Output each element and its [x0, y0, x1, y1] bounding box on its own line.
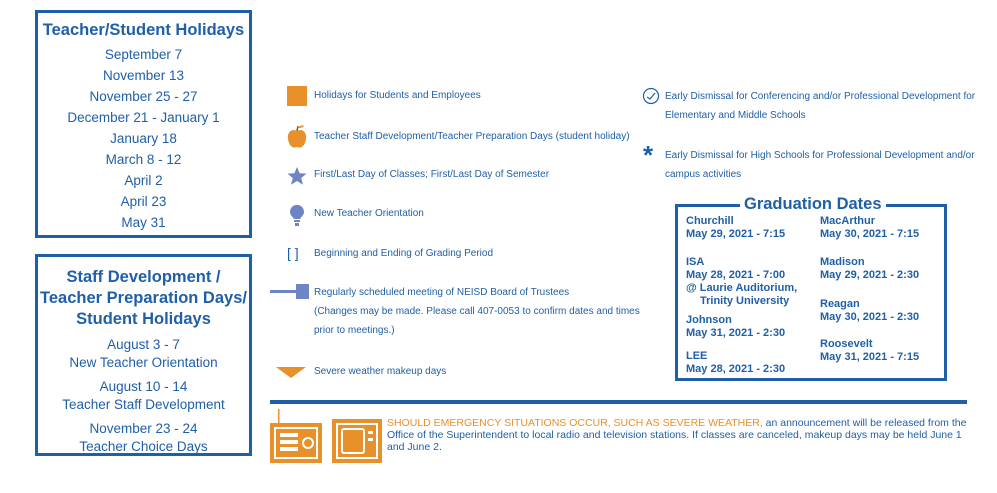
graduation-title: Graduation Dates — [740, 195, 886, 214]
graduation-entry — [820, 298, 919, 324]
staff-dev-title — [38, 267, 249, 330]
school-name: Churchill — [686, 215, 734, 227]
triangle-down-icon — [276, 367, 306, 379]
staff-dev-title-line: Staff Development / — [66, 268, 221, 286]
staff-dev-title-line: Student Holidays — [76, 310, 211, 328]
notice-body: an announcement will be released from the Office of the Superintendent to local radio and television stations. If classes are canceled, makeup days may be held June 1 and June 2. — [387, 417, 967, 453]
legend-text: campus activities — [665, 169, 742, 180]
orange-square-icon — [287, 86, 307, 106]
emergency-notice — [387, 417, 967, 453]
legend-text: Holidays for Students and Employees — [314, 90, 481, 101]
graduation-date: May 29, 2021 - 7:15 — [686, 228, 786, 240]
legend-text: Teacher Staff Development/Teacher Preparation Days (student holiday) — [314, 131, 630, 142]
holiday-date: November 25 - 27 — [89, 89, 198, 104]
graduation-entry — [820, 256, 919, 282]
gavel-bar-icon — [270, 284, 310, 300]
divider-rule — [270, 400, 967, 404]
asterisk-icon: * — [643, 140, 654, 170]
graduation-entry — [686, 350, 785, 376]
legend-text: (Changes may be made. Please call 407-0053 to confirm dates and times — [314, 306, 640, 317]
staff-dev-group — [38, 378, 249, 414]
holiday-date: January 18 — [110, 131, 177, 146]
school-name: Johnson — [686, 314, 732, 326]
holidays-title: Teacher/Student Holidays — [42, 21, 245, 39]
graduation-date: May 28, 2021 - 7:00 — [686, 269, 786, 281]
bracket-icon: [ ] — [287, 245, 299, 261]
graduation-location: @ Laurie Auditorium, — [686, 282, 798, 294]
apple-icon — [287, 124, 307, 150]
star-icon — [287, 166, 307, 186]
school-name: LEE — [686, 350, 708, 362]
legend-text: First/Last Day of Classes; First/Last Day of Semester — [314, 169, 550, 180]
staff-dev-label: New Teacher Orientation — [69, 355, 218, 370]
lightbulb-icon — [289, 204, 305, 228]
holiday-date: March 8 - 12 — [105, 152, 182, 167]
holiday-date: May 31 — [121, 215, 166, 230]
graduation-date: May 31, 2021 - 2:30 — [686, 327, 786, 339]
staff-dev-label: Teacher Staff Development — [62, 397, 225, 412]
legend-text: Early Dismissal for Conferencing and/or Professional Development for — [665, 91, 976, 102]
graduation-entry — [686, 256, 797, 308]
graduation-date: May 31, 2021 - 7:15 — [820, 351, 920, 363]
legend-text: Severe weather makeup days — [314, 366, 447, 377]
school-name: MacArthur — [820, 215, 876, 227]
graduation-date: May 28, 2021 - 2:30 — [686, 363, 786, 375]
holiday-date: April 2 — [124, 173, 163, 188]
notice-highlight: SHOULD EMERGENCY SITUATIONS OCCUR, SUCH AS SEVERE WEATHER, — [387, 417, 763, 429]
holiday-date: November 13 — [102, 68, 185, 83]
holiday-date: April 23 — [120, 194, 167, 209]
legend-text: Beginning and Ending of Grading Period — [314, 248, 494, 259]
staff-dev-group — [38, 336, 249, 372]
graduation-date: May 30, 2021 - 2:30 — [820, 311, 920, 323]
staff-dev-dates: November 23 - 24 — [89, 421, 198, 436]
school-name: Madison — [820, 256, 865, 268]
graduation-date: May 30, 2021 - 7:15 — [820, 228, 920, 240]
staff-dev-group — [38, 420, 249, 456]
graduation-date: May 29, 2021 - 2:30 — [820, 269, 920, 281]
graduation-box — [675, 195, 947, 381]
holiday-date: September 7 — [104, 47, 183, 62]
graduation-entry — [820, 338, 919, 364]
holidays-box — [35, 10, 252, 238]
staff-dev-title-line: Teacher Preparation Days/ — [40, 289, 247, 307]
staff-dev-dates: August 3 - 7 — [107, 337, 180, 352]
legend-text: prior to meetings.) — [314, 325, 395, 336]
graduation-entry — [686, 215, 785, 241]
legend-text: Regularly scheduled meeting of NEISD Board of Trustees — [314, 287, 570, 298]
radio-icon — [270, 409, 322, 463]
school-name: Roosevelt — [820, 338, 873, 350]
clock-icon — [642, 87, 660, 105]
legend-text: New Teacher Orientation — [314, 208, 424, 219]
graduation-entry — [686, 314, 785, 340]
school-name: ISA — [686, 256, 705, 268]
legend-text: Elementary and Middle Schools — [665, 110, 806, 121]
graduation-entry — [820, 215, 919, 241]
legend-text: Early Dismissal for High Schools for Professional Development and/or — [665, 150, 975, 161]
school-name: Reagan — [820, 298, 860, 310]
television-icon — [332, 419, 382, 463]
staff-development-box — [35, 254, 252, 456]
graduation-location: Trinity University — [700, 295, 790, 307]
staff-dev-label: Teacher Choice Days — [79, 439, 208, 454]
staff-dev-dates: August 10 - 14 — [99, 379, 188, 394]
holiday-date: December 21 - January 1 — [67, 110, 220, 125]
